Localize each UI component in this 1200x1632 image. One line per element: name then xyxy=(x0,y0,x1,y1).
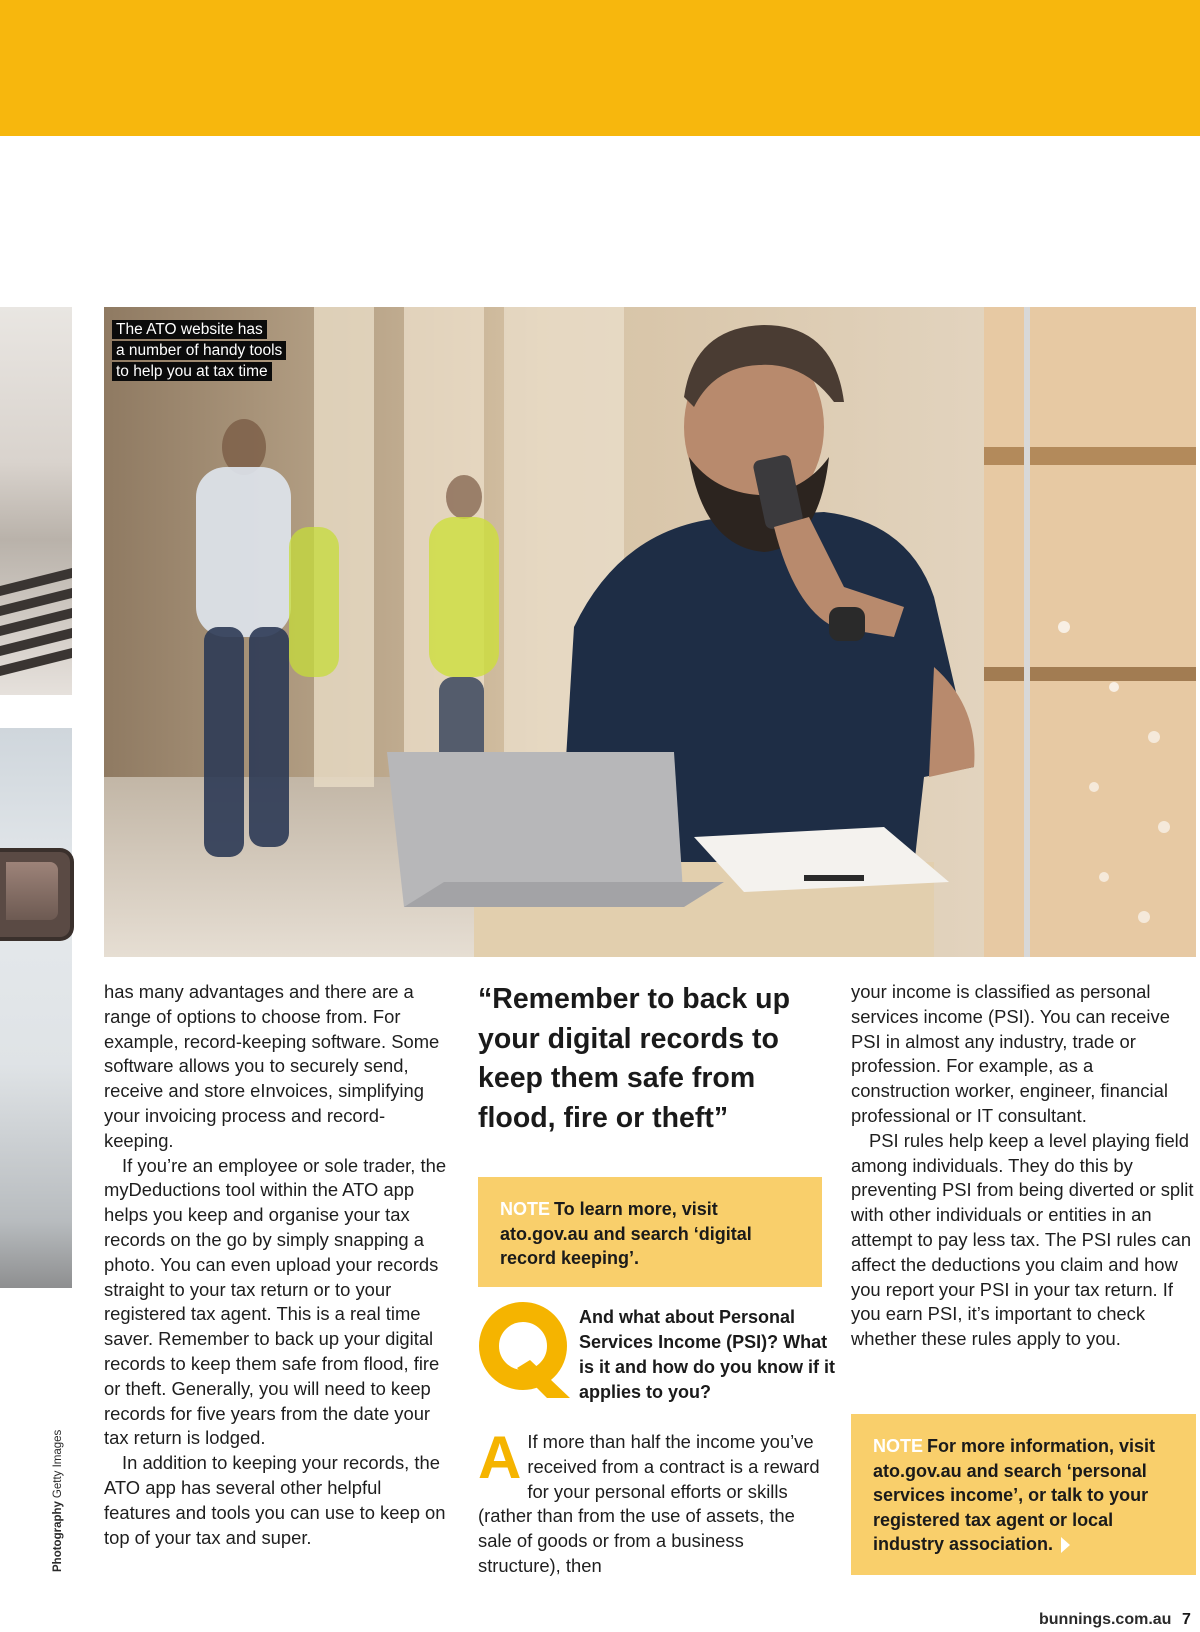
qa-answer-block xyxy=(478,1424,828,1579)
paragraph: In addition to keeping your records, the ATO app has several other helpful features and tools you can use to keep on top of your tax and super. xyxy=(104,1452,446,1548)
paragraph: PSI rules help keep a level playing field among individuals. They do this by preventing PSI from being diverted or split with other individuals or entities in an attempt to pay less tax. The PSI rules can affect the deductions you claim and how you report your PSI in your tax return. If you earn PSI, it’s important to check whether these rules apply to you. xyxy=(851,1129,1194,1350)
caption-line: a number of handy tools xyxy=(112,341,286,360)
a-letter: A xyxy=(478,1424,522,1491)
q-letter-text: Q xyxy=(475,1300,476,1301)
footer-url[interactable]: bunnings.com.au xyxy=(1039,1611,1172,1628)
edge-photo-top xyxy=(0,307,72,695)
photo-credit xyxy=(52,1430,64,1572)
paragraph: If you’re an employee or sole trader, the myDeductions tool within the ATO app helps you keep and organise your tax records on the go by simply snapping a photo. You can even upload your records straight to your tax return or to your registered tax agent. This is a real time saver. Remember to back up your digital records to keep them safe from flood, fire or theft. Generally, you will need to keep records for five years from the date your tax return is lodged. xyxy=(104,1154,447,1449)
main-photo xyxy=(104,307,1196,957)
qa-answer: If more than half the income you’ve received from a contract is a reward for your personal efforts or skills (rather than from the use of assets, the sale of goods or from a business structure), then xyxy=(478,1431,820,1576)
arrow-right-icon xyxy=(1061,1537,1070,1553)
note-text: For more information, visit ato.gov.au and search ‘personal services income’, or talk to your registered tax agent or local industry association. xyxy=(873,1436,1156,1554)
pull-quote: “Remember to back up your digital records to keep them safe from flood, fire or theft” xyxy=(478,983,790,1134)
warehouse-scene-illustration xyxy=(104,307,1196,957)
qa-question: And what about Personal Services Income (PSI)? What is it and how do you know if it applies to you? xyxy=(579,1307,835,1402)
paragraph: your income is classified as personal services income (PSI). You can receive PSI in almost any industry, trade or profession. For example, as a construction worker, engineer, financial professional or IT consultant. xyxy=(851,981,1170,1126)
caption-line: to help you at tax time xyxy=(112,362,272,381)
note-tag: NOTE xyxy=(500,1199,551,1219)
caption-line: The ATO website has xyxy=(112,320,267,339)
credit-label: Photography xyxy=(52,1501,64,1572)
note-box-digital-records xyxy=(478,1177,822,1287)
note-box-psi xyxy=(851,1414,1196,1575)
article-column-1 xyxy=(104,980,449,1550)
article-column-3 xyxy=(851,980,1196,1352)
q-letter-icon xyxy=(475,1300,585,1400)
edge-photo-bottom xyxy=(0,728,72,1288)
note-text: To learn more, visit ato.gov.au and search ‘digital record keeping’. xyxy=(500,1199,752,1268)
photo-caption xyxy=(112,319,286,382)
page-number: 7 xyxy=(1182,1611,1191,1628)
note-tag: NOTE xyxy=(873,1436,924,1456)
credit-source: Getty Images xyxy=(52,1429,64,1499)
paragraph: has many advantages and there are a range of options to choose from. For example, record-keeping software. Some software allows you to securely send, receive and store eInvoices, simplifying your invoicing process and record-keeping. xyxy=(104,981,440,1151)
top-yellow-band xyxy=(0,0,1200,136)
